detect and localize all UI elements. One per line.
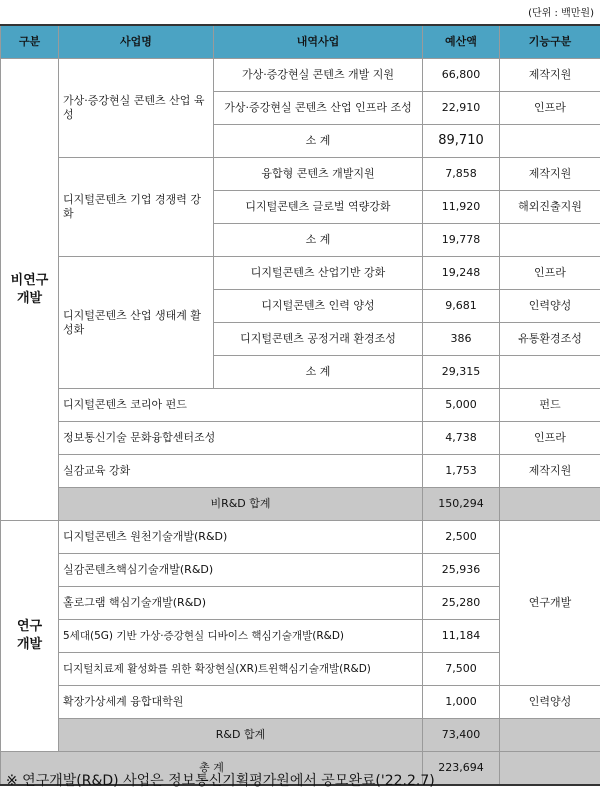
sub-business: 디지털콘텐츠 산업기반 강화 [214,257,423,290]
function: 인프라 [500,422,600,455]
budget: 25,280 [423,587,500,620]
function: 해외진출지원 [500,191,600,224]
budget: 11,184 [423,620,500,653]
rnd-total-label: R&D 합계 [59,719,423,752]
function [500,752,600,786]
header-business: 사업명 [59,25,214,59]
footnote: ※ 연구개발(R&D) 사업은 정보통신기획평가원에서 공모완료('22.2.7) [6,773,435,789]
non-rnd-total-label: 비R&D 합계 [59,488,423,521]
function: 연구개발 [500,521,600,686]
business-name: 디지털콘텐츠 코리아 펀드 [59,389,423,422]
header-sub-business: 내역사업 [214,25,423,59]
function: 펀드 [500,389,600,422]
subtotal-label: 소 계 [214,125,423,158]
budget: 22,910 [423,92,500,125]
table-row [1,158,600,191]
budget: 1,000 [423,686,500,719]
budget: 9,681 [423,290,500,323]
budget: 223,694 [423,752,500,786]
function: 인프라 [500,257,600,290]
header-budget: 예산액 [423,25,500,59]
function: 인력양성 [500,686,600,719]
budget: 11,920 [423,191,500,224]
function: 인력양성 [500,290,600,323]
budget: 150,294 [423,488,500,521]
sub-business: 가상·증강현실 콘텐츠 개발 지원 [214,59,423,92]
function [500,224,600,257]
function [500,488,600,521]
total-row [1,719,600,752]
sub-business: 가상·증강현실 콘텐츠 산업 인프라 조성 [214,92,423,125]
header-row [1,25,600,59]
budget: 19,778 [423,224,500,257]
grand-total-label: 총 계 [1,752,423,786]
unit-label: (단위 : 백만원) [528,8,594,19]
business-name: 디지털콘텐츠 기업 경쟁력 강화 [59,158,214,257]
subtotal-label: 소 계 [214,224,423,257]
function [500,356,600,389]
header-category: 구분 [1,25,59,59]
header-function: 기능구분 [500,25,600,59]
sub-business: 디지털콘텐츠 글로벌 역량강화 [214,191,423,224]
budget: 19,248 [423,257,500,290]
business-name: 디지털콘텐츠 원천기술개발(R&D) [59,521,423,554]
table-row [1,257,600,290]
business-name: 실감교육 강화 [59,455,423,488]
budget: 25,936 [423,554,500,587]
budget: 4,738 [423,422,500,455]
table-row [1,455,600,488]
business-name: 5세대(5G) 기반 가상·증강현실 디바이스 핵심기술개발(R&D) [59,620,423,653]
function [500,719,600,752]
budget-table [0,24,600,786]
budget: 2,500 [423,521,500,554]
table-row [1,389,600,422]
sub-business: 융합형 콘텐츠 개발지원 [214,158,423,191]
budget: 66,800 [423,59,500,92]
budget: 7,500 [423,653,500,686]
business-name: 디지털치료제 활성화를 위한 확장현실(XR)트윈핵심기술개발(R&D) [59,653,423,686]
budget: 89,710 [423,125,500,158]
budget: 386 [423,323,500,356]
budget: 29,315 [423,356,500,389]
budget: 1,753 [423,455,500,488]
budget: 7,858 [423,158,500,191]
function: 제작지원 [500,455,600,488]
function [500,125,600,158]
sub-business: 디지털콘텐츠 인력 양성 [214,290,423,323]
business-name: 홀로그램 핵심기술개발(R&D) [59,587,423,620]
table-row [1,59,600,92]
function: 제작지원 [500,59,600,92]
table-row [1,686,600,719]
budget: 73,400 [423,719,500,752]
group-non-rnd: 비연구개발 [1,59,59,521]
business-name: 정보통신기술 문화융합센터조성 [59,422,423,455]
table-row [1,422,600,455]
business-name: 실감콘텐츠핵심기술개발(R&D) [59,554,423,587]
business-name: 확장가상세계 융합대학원 [59,686,423,719]
sub-business: 디지털콘텐츠 공정거래 환경조성 [214,323,423,356]
business-name: 가상·증강현실 콘텐츠 산업 육성 [59,59,214,158]
budget: 5,000 [423,389,500,422]
subtotal-label: 소 계 [214,356,423,389]
total-row [1,488,600,521]
function: 인프라 [500,92,600,125]
group-rnd-label: 연구개발 [16,619,43,652]
function: 제작지원 [500,158,600,191]
table-row [1,521,600,554]
group-rnd [1,521,59,752]
function: 유통환경조성 [500,323,600,356]
business-name: 디지털콘텐츠 산업 생태계 활성화 [59,257,214,389]
